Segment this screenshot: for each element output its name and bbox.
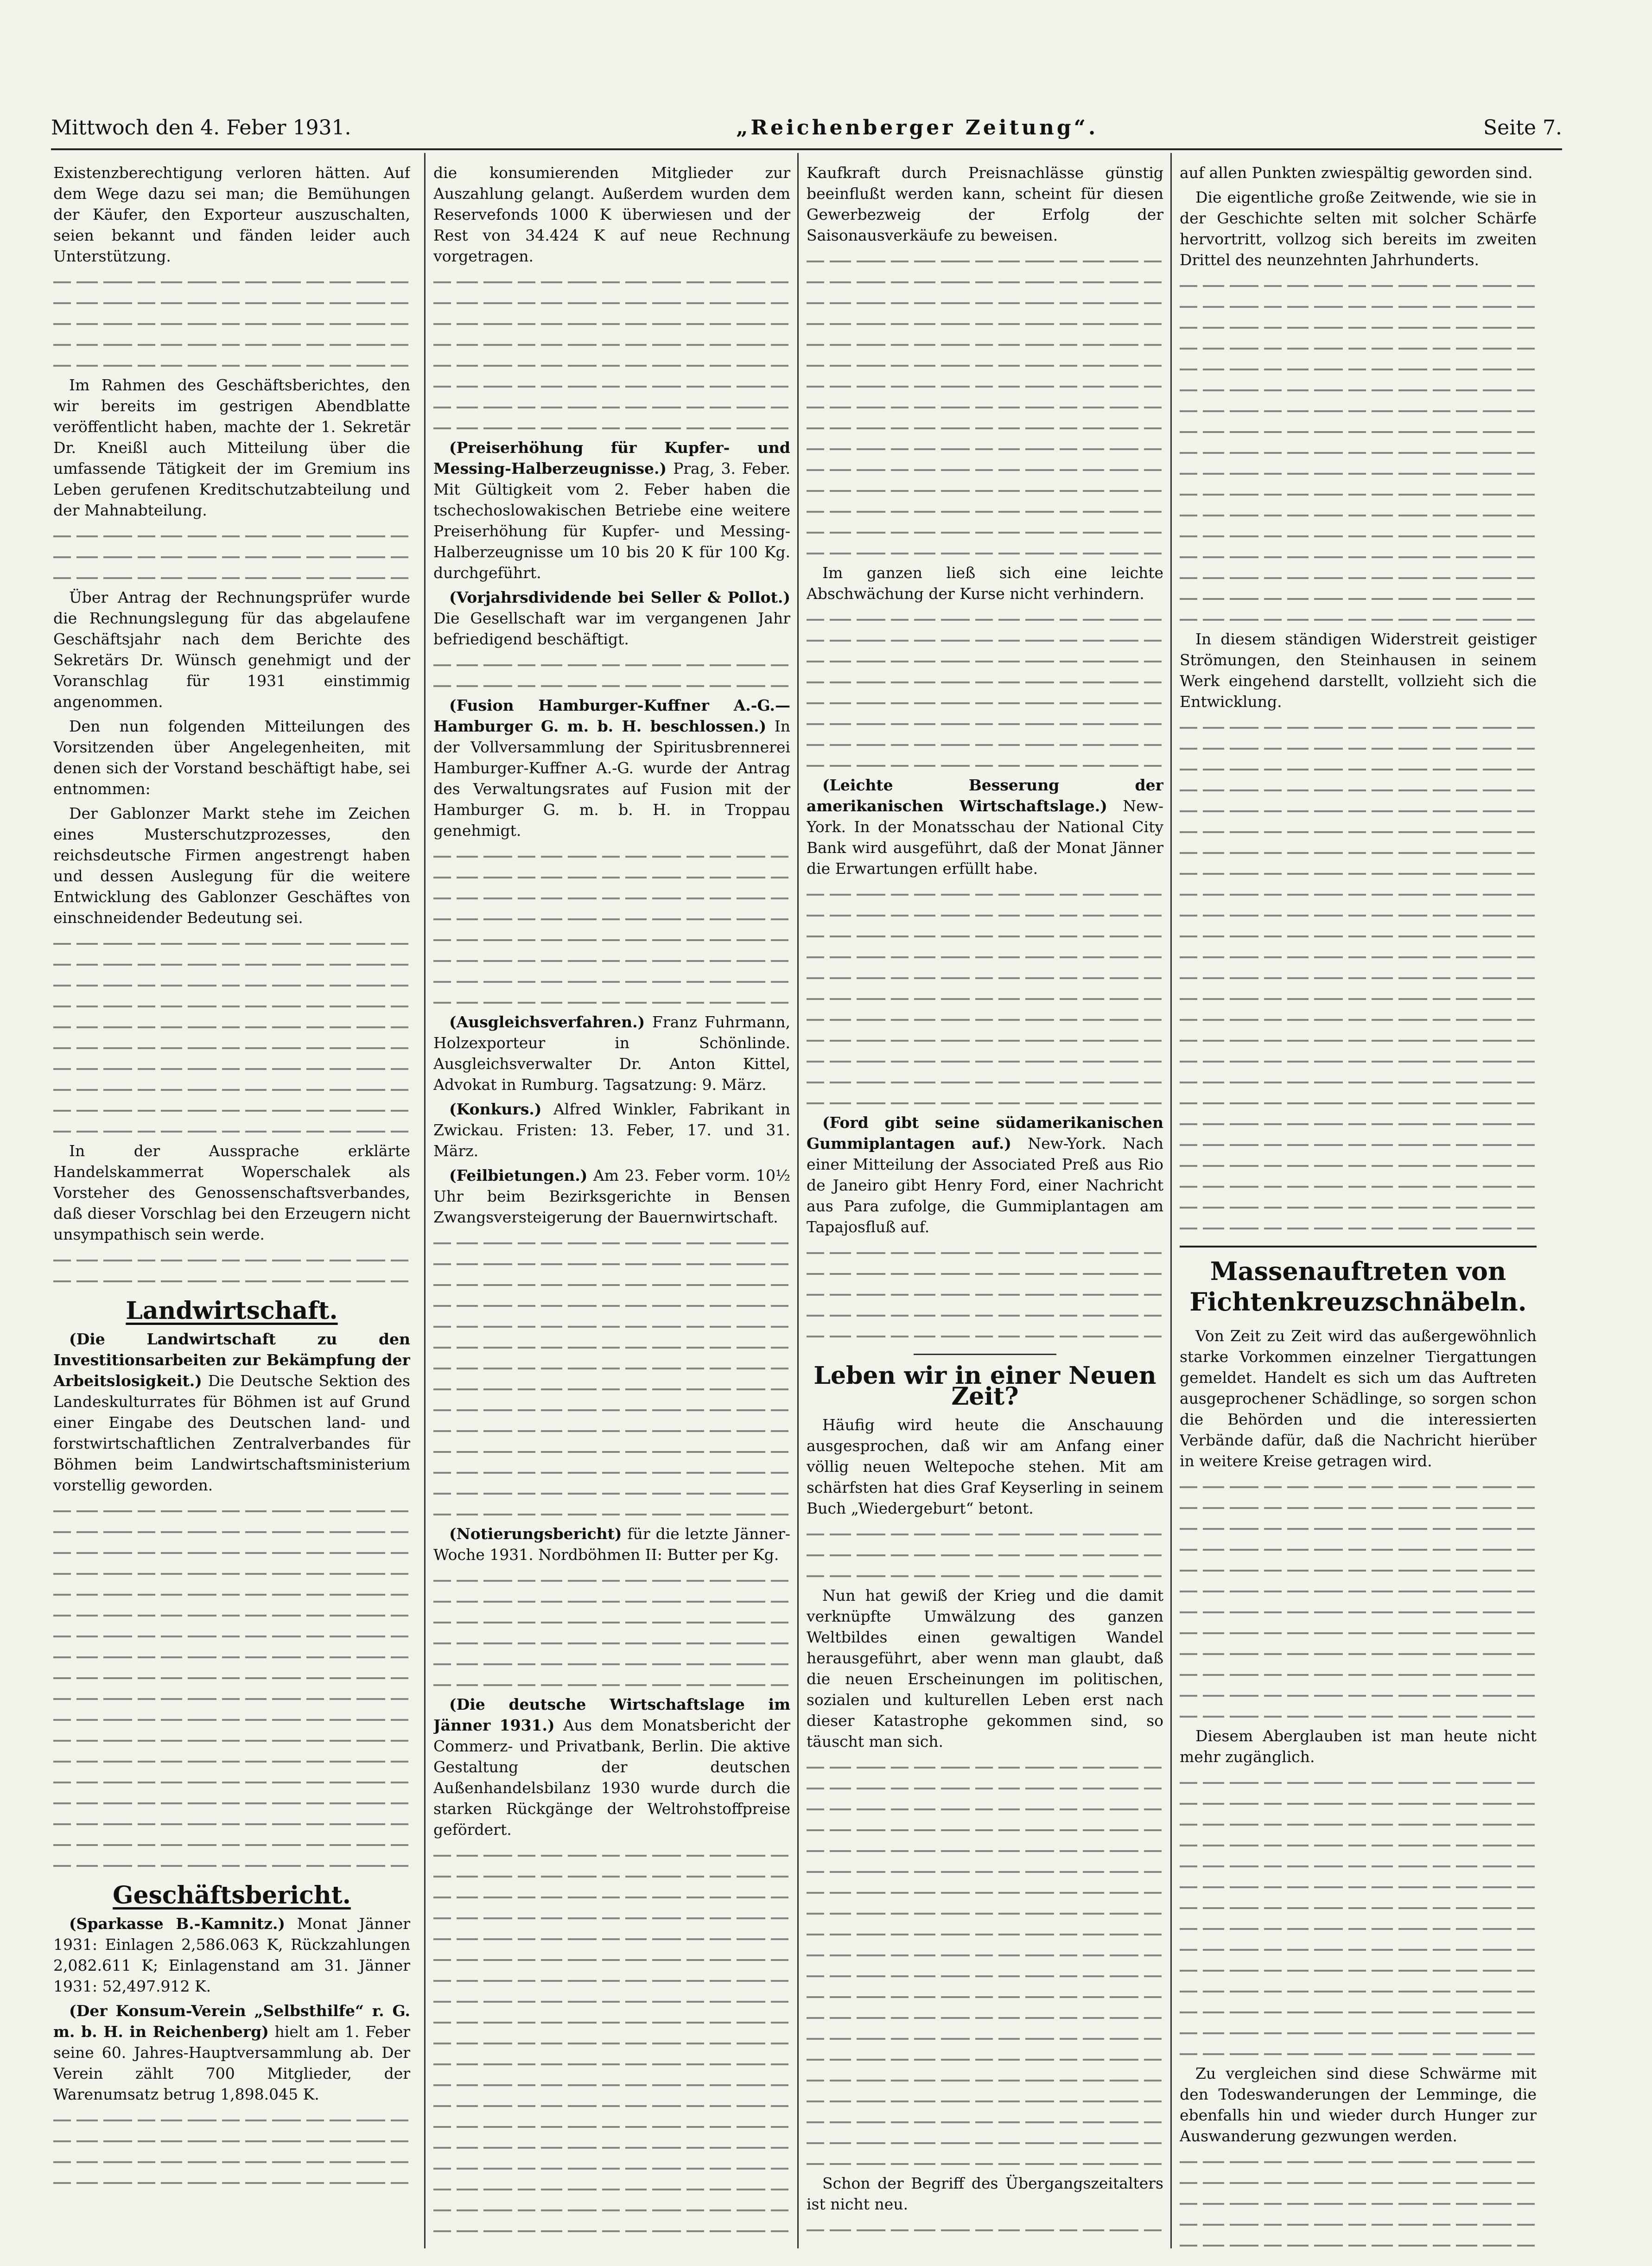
text-line [433,1336,790,1356]
text-line [433,970,790,991]
text-line [1180,1663,1537,1684]
text-line [807,1029,1163,1050]
col1-paragraph: Über Antrag der Rechnungsprüfer wurde die Rechnungslegung für das abgelaufene Geschäftsjahr nach dem Berichte des Sekretärs Dr. Wünsch genehmigt und der Voranschlag für 1931 einstimmig angenommen. [53,588,410,711]
text-line [1180,945,1537,966]
text-line [807,1543,1163,1564]
item-lead: (Konkurs.) [449,1100,542,1118]
text-line [1180,295,1537,316]
text-line [807,2027,1163,2048]
text-line [53,354,410,375]
text-line [53,2150,410,2171]
text-line [433,1948,790,1969]
article-paragraph: Häufig wird heute die Anschauung ausgesprochen, daß wir am Anfang einer völlig neuen Weltepoche stehen. Mit am schärfsten hat dies Graf Keyserling in seinem Buch „Wiedergeburt“ betont. [807,1416,1163,1517]
text-line [53,1562,410,1583]
column-divider-3 [1170,153,1172,2248]
text-line [433,2031,790,2052]
text-line [1180,378,1537,399]
text-line [807,1902,1163,1922]
text-line [807,2006,1163,2027]
text-line [1180,1175,1537,1196]
text-line [1180,316,1537,337]
text-line [433,2073,790,2094]
text-line [1180,524,1537,545]
col1-paragraph: Der Gablonzer Markt stehe im Zeichen eines Musterschutzprozesses, den reichsdeutsche Firmen angestrengt haben und dessen Auslegung für die weitere Entwicklung des Gablonzer Geschäftes von einschneidender Bedeutung sei. [53,804,410,927]
text-line [433,2094,790,2115]
text-line [1180,1959,1537,1980]
text-line [807,1860,1163,1881]
text-line [1180,820,1537,841]
text-line [433,1631,790,1652]
text-line [1180,441,1537,462]
column-3 [807,162,1163,2248]
col3-paragraph: Im ganzen ließ sich eine leichte Abschwächung der Kurse nicht verhindern. [807,564,1163,603]
text-line [53,1057,410,1078]
text-line [807,249,1163,270]
text-line [53,974,410,994]
text-line [433,1377,790,1398]
item-lead: (Der Konsum-Verein „Selbsthilfe“ r. G. m. b. H. in Reichenberg) [53,2002,410,2041]
header-page-number: Seite 7. [1483,115,1562,140]
text-line [807,1756,1163,1776]
text-line [1180,1917,1537,1938]
text-line [1180,1154,1537,1175]
text-line [433,2011,790,2031]
text-line [53,1770,410,1791]
text-line [53,1666,410,1687]
text-line [807,541,1163,562]
text-line [1180,2213,1537,2234]
text-line [433,1419,790,1440]
text-line [53,1604,410,1624]
text-line [1180,841,1537,862]
text-line [1180,1813,1537,1833]
text-line [433,2177,790,2198]
article-paragraph: Schon der Begriff des Übergangszeitalters ist nicht neu. [807,2174,1163,2213]
text-line [433,1273,790,1294]
text-line [433,1398,790,1419]
text-line [807,521,1163,541]
article-paragraph: Zu vergleichen sind diese Schwärme mit den Todeswanderungen der Lemminge, die ebenfalls hin und wieder durch Hunger zur Auswanderung gezwungen werden. [1180,2064,1537,2145]
text-line [1180,274,1537,295]
col4-paragraph: In diesem ständigen Widerstreit geistiger Strömungen, den Steinhausen in seinem Werk eingehend darstellt, vollzieht sich die Entwicklung. [1180,630,1537,711]
text-line [433,2115,790,2136]
text-line [433,928,790,949]
text-line [807,1262,1163,1283]
text-line [1180,1091,1537,1112]
text-line [807,1522,1163,1543]
item-text: Aus dem Monatsbericht der Commerz- und Privatbank, Berlin. Die aktive Gestaltung der deutschen Außenhandelsbilanz 1930 wurde durch die starken Rückgänge der Weltrohstoffpreise gefördert. [433,1716,790,1839]
text-line [1180,1705,1537,1725]
text-line [1180,2000,1537,2021]
text-line [433,2240,790,2248]
text-line [433,991,790,1012]
text-line [807,987,1163,1008]
text-line [1180,737,1537,757]
text-line [53,1750,410,1770]
text-line [1180,1216,1537,1237]
col1-intro: Existenzberechtigung verloren hätten. Auf dem Wege dazu sei man; die Bemühungen der Käufer, den Exporteur auszuschalten, seien bekannt und fänden leider auch Unterstützung. [53,164,410,265]
item-text: New-York. In der Monatsschau der National City Bank wird ausgeführt, daß der Monat Jänner die Erwartungen erfüllt habe. [807,797,1163,878]
text-line [807,354,1163,375]
text-line [807,924,1163,945]
text-line [807,1241,1163,1262]
text-line [433,949,790,970]
item-text: für die letzte Jänner-Woche 1931. Nordböhmen II: Butter per Kg. [433,1525,790,1564]
text-line [807,2239,1163,2248]
text-line [433,1569,790,1590]
text-line [807,479,1163,500]
text-line [53,1687,410,1708]
text-line [807,2110,1163,2131]
text-line [1180,2021,1537,2042]
text-line [807,1304,1163,1324]
text-line [1180,2171,1537,2192]
text-line [53,1078,410,1099]
text-line [807,2069,1163,2089]
text-line [1180,337,1537,357]
text-line [1180,420,1537,441]
item-lead: (Notierungsbericht) [449,1525,622,1543]
item-lead: (Die Landwirtschaft zu den Investitionsarbeiten zur Bekämpfung der Arbeitslosigkeit.) [53,1330,410,1390]
text-line [807,1776,1163,1797]
text-line [53,291,410,312]
text-line [433,2198,790,2219]
text-line [1180,1050,1537,1070]
text-line [433,886,790,907]
text-line [433,2219,790,2240]
text-line [1180,1559,1537,1579]
item-lead: (Vorjahrsdividende bei Seller & Pollot.) [449,588,790,606]
text-line [807,904,1163,924]
text-line [433,2052,790,2073]
text-line [433,1865,790,1885]
text-line [1180,1133,1537,1154]
item-text: Die Gesellschaft war im vergangenen Jahr befriedigend beschäftigt. [433,609,790,648]
text-line [1180,987,1537,1008]
text-line [433,845,790,866]
item-text: hielt am 1. Feber seine 60. Jahres-Hauptversammlung ab. Der Verein zählt 700 Mitglieder, der Warenumsatz betrug 1,898.045 K. [53,2023,410,2103]
text-line [807,312,1163,333]
text-line [807,649,1163,670]
text-line [1180,1621,1537,1642]
text-line [807,691,1163,712]
text-line [433,1906,790,1927]
text-line [53,1269,410,1290]
text-line [807,1324,1163,1345]
text-line [807,1985,1163,2006]
item-text: In der Vollversammlung der Spiritusbrennerei Hamburger-Kuffner A.-G. wurde der Antrag des Verwaltungsrates auf Fusion mit der Hamburger G. m. b. H. in Troppau genehmigt. [433,717,790,840]
text-line [433,1315,790,1336]
text-line [433,1990,790,2011]
item-lead: (Sparkasse B.-Kamnitz.) [69,1915,286,1933]
text-line [807,1943,1163,1964]
text-line [807,1797,1163,1818]
text-line [433,653,790,674]
text-line [1180,1029,1537,1050]
text-line [1180,1792,1537,1813]
text-line [1180,503,1537,524]
column-2 [433,162,790,2248]
text-line [807,416,1163,437]
text-line [1180,1070,1537,1091]
text-line [1180,904,1537,924]
item-text: Alfred Winkler, Fabrikant in Zwickau. Fristen: 13. Feber, 17. und 31. März. [433,1100,790,1160]
text-line [433,1356,790,1377]
text-line [807,333,1163,354]
text-line [53,1624,410,1645]
text-line [807,2152,1163,2173]
header-date: Mittwoch den 4. Feber 1931. [51,115,351,140]
text-line [807,608,1163,629]
text-line [53,1729,410,1750]
text-line [807,670,1163,691]
text-line [1180,1896,1537,1917]
text-line [433,1440,790,1461]
text-line [1180,1600,1537,1621]
text-line [1180,1496,1537,1517]
text-line [807,1818,1163,1839]
text-line [1180,862,1537,883]
text-line [807,2218,1163,2239]
item-text: Prag, 3. Feber. Mit Gültigkeit vom 2. Feber haben die tschechoslowakischen Betriebe eine weitere Preiserhöhung für Kupfer- und Messing-Halberzeugnisse um 10 bis 20 K für 100 Kg. durchgeführt. [433,459,790,582]
text-line [53,1036,410,1057]
article-title: Leben wir in einer Neuen Zeit? [813,1362,1156,1411]
text-line [433,270,790,291]
text-line [433,312,790,333]
text-line [807,883,1163,904]
text-line [53,1708,410,1729]
col1-paragraph: In der Aussprache erklärte Handelskammerrat Woperschalek als Vorsteher des Genossenschaftsverbandes, daß dieser Vorschlag bei den Erzeugern nicht unsympathisch sein werde. [53,1142,410,1243]
text-line [807,458,1163,479]
text-line [807,2131,1163,2152]
text-line [53,1499,410,1520]
text-line [53,1248,410,1269]
text-line [433,2157,790,2177]
text-line [807,1839,1163,1860]
text-line [53,333,410,354]
text-line [433,1927,790,1948]
text-line [1180,1538,1537,1559]
text-line [433,395,790,416]
text-line [53,1099,410,1120]
text-line [433,1969,790,1990]
text-line [1180,2192,1537,2213]
text-line [433,1610,790,1631]
text-line [807,375,1163,395]
column-divider-2 [797,153,799,2248]
text-line [807,712,1163,733]
item-text: Franz Fuhrmann, Holzexporteur in Schönlinde. Ausgleichsverwalter Dr. Anton Kittel, Advokat in Rumburg. Tagsatzung: 9. März. [433,1013,790,1094]
text-line [53,270,410,291]
text-line [807,1091,1163,1112]
text-line [1180,883,1537,904]
text-line [807,437,1163,458]
text-line [807,500,1163,521]
text-line [1180,966,1537,987]
text-line [1180,924,1537,945]
column-4 [1180,162,1537,2248]
text-line [807,1283,1163,1304]
text-line [1180,2042,1537,2063]
text-line [1180,357,1537,378]
col3-intro: Kaufkraft durch Preisnachlässe günstig beeinflußt werden kann, scheint für diesen Gewerbezweig der Erfolg der Saisonausverkäufe zu beweisen. [807,164,1163,244]
text-line [807,395,1163,416]
text-line [433,1673,790,1694]
text-line [53,2108,410,2129]
text-line [1180,1517,1537,1538]
text-line [1180,1642,1537,1663]
text-line [1180,1684,1537,1705]
item-text: Am 23. Feber vorm. 10½ Uhr beim Bezirksgerichte in Bensen Zwangsversteigerung der Bauernwirtschaft. [433,1166,790,1226]
text-line [1180,716,1537,737]
text-line [433,1502,790,1523]
text-line [1180,778,1537,799]
text-line [433,1652,790,1673]
col1-paragraph: Im Rahmen des Geschäftsberichtes, den wir bereits im gestrigen Abendblatte veröffentlicht haben, machte der 1. Sekretär Dr. Kneißl auch Mitteilung über die umfassende Tätigkeit der im Gremium ins Leben gerufenen Kreditschutzabteilung und der Mahnabteilung. [53,376,410,519]
text-line [433,866,790,886]
text-line [1180,1875,1537,1896]
text-line [433,2136,790,2157]
text-line [807,2048,1163,2069]
text-line [433,1231,790,1252]
text-line [53,953,410,974]
section-title-geschaeftsbericht: Geschäftsbericht. [113,1881,351,1910]
text-line [1180,587,1537,608]
text-line [1180,757,1537,778]
header-paper-name: „Reichenberger Zeitung“. [736,115,1099,140]
text-line [807,1008,1163,1029]
separator [914,1354,1056,1355]
text-line [433,416,790,437]
text-line [433,674,790,695]
text-line [433,1252,790,1273]
text-line [53,1583,410,1604]
text-line [433,354,790,375]
article-paragraph: Von Zeit zu Zeit wird das außergewöhnlich starke Vorkommen einzelner Tiergattungen gemeldet. Handelt es sich um das Auftreten ausgeprochener Schädlinge, so sorgen schon die Behörden und die interessierten Verbände dafür, daß die Nachricht hierüber in weitere Kreise getragen wird. [1180,1327,1537,1470]
text-line [53,2129,410,2150]
text-line [53,1541,410,1562]
text-line [53,2171,410,2192]
text-line [53,566,410,587]
text-line [433,1482,790,1502]
item-text: New-York. Nach einer Mitteilung der Associated Preß aus Rio de Janeiro gibt Henry Ford, einer Nachricht aus Para zufolge, die Gummiplantagen am Tapajosfluß auf. [807,1134,1163,1236]
text-line [1180,1938,1537,1959]
text-line [433,1294,790,1315]
text-line [433,907,790,928]
text-line [1180,1112,1537,1133]
page-header [51,111,1562,144]
text-line [433,333,790,354]
column-1 [53,162,410,2248]
item-lead: (Ausgleichsverfahren.) [449,1013,645,1031]
text-line [53,1854,410,1875]
text-line [53,994,410,1015]
text-line [807,945,1163,966]
text-line [53,312,410,333]
item-text: Die Deutsche Sektion des Landeskulturrates für Böhmen ist auf Grund einer Eingabe des Deutschen land- und forstwirtschaftlichen Zentralverbandes für Böhmen beim Landwirtschaftsministerium vorstellig geworden. [53,1372,410,1494]
text-line [53,1833,410,1854]
text-line [807,1881,1163,1902]
item-lead: (Leichte Besserung der amerikanischen Wirtschaftslage.) [807,776,1163,815]
text-line [1180,1980,1537,2000]
text-line [807,754,1163,775]
text-line [1180,799,1537,820]
text-line [807,966,1163,987]
text-line [807,1922,1163,1943]
text-line [53,1812,410,1833]
header-rule [51,148,1562,150]
text-line [1180,1475,1537,1496]
col1-paragraph: Den nun folgenden Mitteilungen des Vorsitzenden über Angelegenheiten, mit denen sich der Vorstand beschäftigt habe, sei entnommen: [53,717,410,798]
text-line [1180,1771,1537,1792]
text-line [807,1564,1163,1585]
item-lead: (Ford gibt seine südamerikanischen Gummiplantagen auf.) [807,1114,1163,1152]
text-line [1180,566,1537,587]
item-text: Monat Jänner 1931: Einlagen 2,586.063 K, Rückzahlungen 2,082.611 K; Einlagenstand am 31. Jänner 1931: 52,497.912 K. [53,1915,410,1995]
text-line [1180,2150,1537,2171]
column-divider-1 [424,153,426,2248]
text-line [807,733,1163,754]
article-title: Massenauftreten von Fichtenkreuzschnäbeln. [1180,1246,1537,1317]
col2-intro: die konsumierenden Mitglieder zur Auszahlung gelangt. Außerdem wurden dem Reservefonds 1000 K überwiesen und der Rest von 34.424 K auf neue Rechnung vorgetragen. [433,164,790,265]
article-paragraph: Nun hat gewiß der Krieg und die damit verknüpfte Umwälzung des ganzen Weltbildes einen gewaltigen Wandel herausgeführt, aber wenn man glaubt, daß die neuen Erscheinungen im politischen, sozialen und kulturellen Leben erst nach dieser Katastrophe gekommen sind, so täuscht man sich. [807,1586,1163,1750]
text-line [433,1590,790,1610]
text-line [807,1070,1163,1091]
text-line [807,270,1163,291]
text-line [807,291,1163,312]
text-line [53,1120,410,1140]
text-line [433,1844,790,1865]
text-line [1180,1854,1537,1875]
text-line [433,375,790,395]
section-title-landwirtschaft: Landwirtschaft. [126,1297,338,1325]
text-line [53,524,410,545]
item-lead: (Die deutsche Wirtschaftslage im Jänner 1931.) [433,1695,790,1734]
col4-paragraph: Die eigentliche große Zeitwende, wie sie in der Geschichte selten mit solcher Schärfe hervortritt, vollzog sich bereits im zweiten Drittel des neunzehnten Jahrhunderts. [1180,188,1537,269]
text-line [433,1885,790,1906]
article-paragraph: Diesem Aberglauben ist man heute nicht mehr zugänglich. [1180,1727,1537,1766]
text-line [1180,2234,1537,2248]
text-line [1180,1833,1537,1854]
text-line [53,1791,410,1812]
item-lead: (Feilbietungen.) [449,1166,588,1184]
text-line [433,1461,790,1482]
text-line [1180,545,1537,566]
text-line [1180,1196,1537,1216]
item-lead: (Fusion Hamburger-Kuffner A.-G.—Hamburger G. m. b. H. beschlossen.) [433,696,790,735]
text-line [807,1964,1163,1985]
text-line [433,291,790,312]
text-line [807,629,1163,649]
item-lead: (Preiserhöhung für Kupfer- und Messing-Halberzeugnisse.) [433,439,790,477]
text-line [807,1050,1163,1070]
text-line [807,2089,1163,2110]
text-line [1180,399,1537,420]
text-line [53,1015,410,1036]
text-line [53,1645,410,1666]
text-line [1180,462,1537,483]
text-line [1180,483,1537,503]
text-line [1180,1008,1537,1029]
text-line [1180,1579,1537,1600]
text-line [1180,608,1537,629]
text-line [53,1520,410,1541]
col4-intro: auf allen Punkten zwiespältig geworden sind. [1180,164,1533,182]
text-line [53,932,410,953]
text-line [53,545,410,566]
